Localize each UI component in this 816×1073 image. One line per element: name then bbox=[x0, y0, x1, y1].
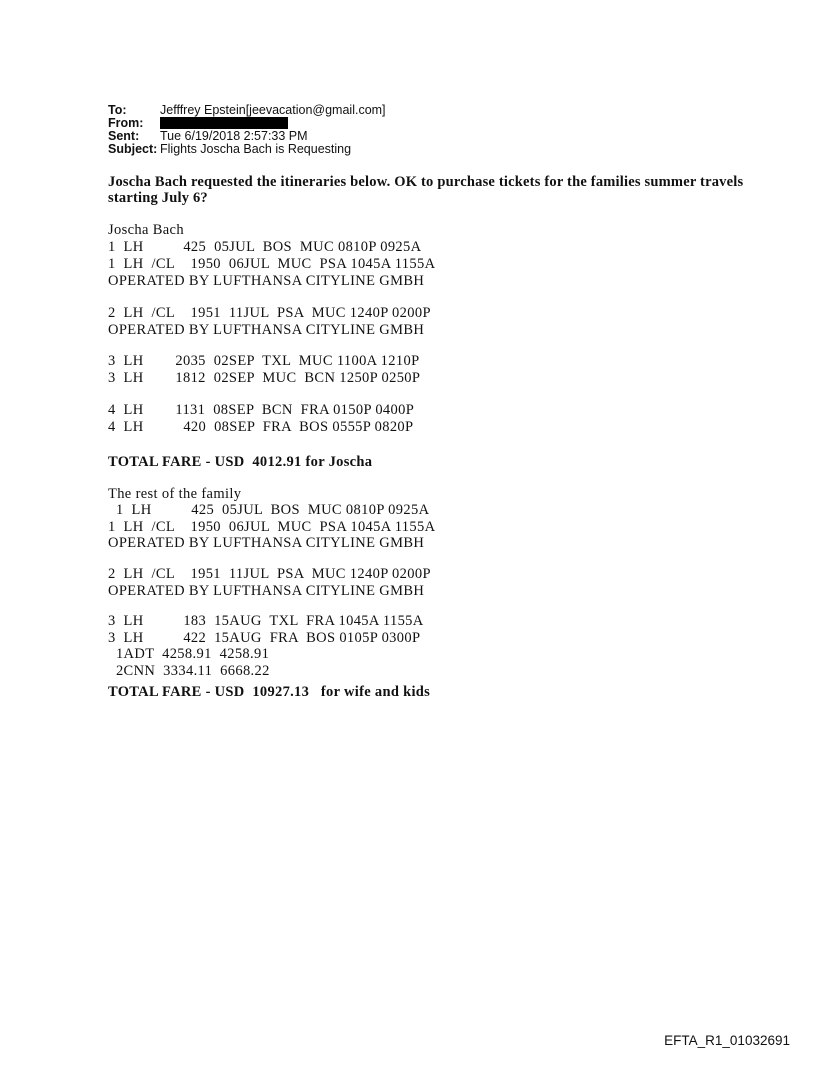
itinerary-line: 3 LH 2035 02SEP TXL MUC 1100A 1210P bbox=[108, 353, 420, 369]
itinerary-line: 3 LH 422 15AUG FRA BOS 0105P 0300P bbox=[108, 629, 421, 646]
itinerary-line: 1 LH /CL 1950 06JUL MUC PSA 1045A 1155A bbox=[108, 518, 436, 535]
from-label: From: bbox=[108, 116, 144, 130]
family-total-fare: TOTAL FARE - USD 10927.13 for wife and kids bbox=[108, 684, 431, 700]
itinerary-line: 1 LH /CL 1950 06JUL MUC PSA 1045A 1155A bbox=[108, 256, 436, 272]
itinerary-line: 3 LH 1812 02SEP MUC BCN 1250P 0250P bbox=[108, 370, 421, 386]
email-header bbox=[108, 104, 386, 156]
joscha-itinerary bbox=[108, 222, 435, 436]
joscha-total-fare: TOTAL FARE - USD 4012.91 for Joscha bbox=[108, 454, 373, 470]
itinerary-line: 4 LH 420 08SEP FRA BOS 0555P 0820P bbox=[108, 418, 414, 435]
itinerary-line: 1ADT 4258.91 4258.91 bbox=[108, 646, 270, 663]
itinerary-line: The rest of the family bbox=[108, 486, 242, 502]
itinerary-line: 4 LH 1131 08SEP BCN FRA 0150P 0400P bbox=[108, 401, 415, 418]
itinerary-line: 2 LH /CL 1951 11JUL PSA MUC 1240P 0200P bbox=[108, 566, 431, 583]
to-label: To: bbox=[108, 103, 127, 117]
itinerary-line: 2 LH /CL 1951 11JUL PSA MUC 1240P 0200P bbox=[108, 304, 431, 321]
itinerary-line: 2CNN 3334.11 6668.22 bbox=[108, 662, 270, 679]
lead-paragraph: Joscha Bach requested the itineraries below. OK to purchase tickets for the families summer travels starting July 6? bbox=[108, 174, 744, 206]
itinerary-line bbox=[108, 599, 435, 614]
redaction-box bbox=[160, 117, 288, 129]
sent-label: Sent: bbox=[108, 129, 140, 143]
to-value: Jefffrey Epstein[jeevacation@gmail.com] bbox=[160, 103, 386, 117]
itinerary-line bbox=[108, 290, 435, 305]
itinerary-line: 1 LH 425 05JUL BOS MUC 0810P 0925A bbox=[108, 502, 430, 519]
itinerary-line bbox=[108, 339, 435, 354]
itinerary-line: Joscha Bach bbox=[108, 222, 184, 238]
document-id: EFTA_R1_01032691 bbox=[664, 1033, 790, 1048]
family-itinerary bbox=[108, 486, 435, 679]
itinerary-line: OPERATED BY LUFTHANSA CITYLINE GMBH bbox=[108, 273, 425, 289]
itinerary-line: OPERATED BY LUFTHANSA CITYLINE GMBH bbox=[108, 321, 425, 338]
subject-label: Subject: bbox=[108, 142, 158, 156]
itinerary-line bbox=[108, 552, 435, 567]
itinerary-line bbox=[108, 387, 435, 402]
sent-value: Tue 6/19/2018 2:57:33 PM bbox=[160, 129, 308, 143]
itinerary-line: 1 LH 425 05JUL BOS MUC 0810P 0925A bbox=[108, 239, 422, 255]
subject-row bbox=[108, 143, 386, 156]
itinerary-line: OPERATED BY LUFTHANSA CITYLINE GMBH bbox=[108, 535, 425, 552]
itinerary-line: 3 LH 183 15AUG TXL FRA 1045A 1155A bbox=[108, 613, 424, 630]
to-row bbox=[108, 104, 386, 117]
itinerary-line: OPERATED BY LUFTHANSA CITYLINE GMBH bbox=[108, 582, 425, 599]
subject-value: Flights Joscha Bach is Requesting bbox=[160, 142, 352, 156]
